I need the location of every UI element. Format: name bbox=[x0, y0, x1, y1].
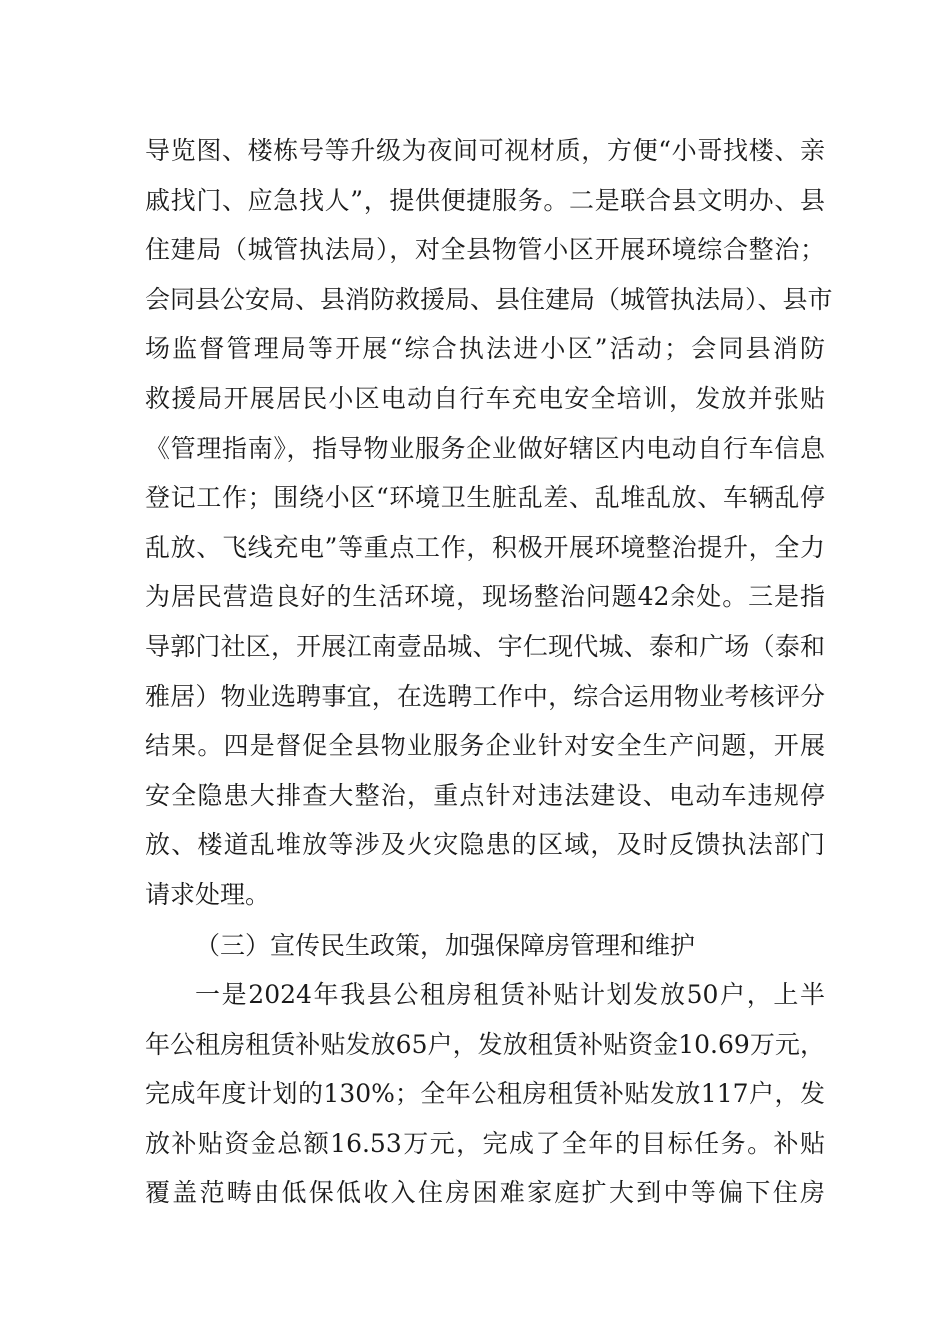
text-line: 覆盖范畴由低保低收入住房困难家庭扩大到中等偏下住房 bbox=[145, 1178, 825, 1208]
text-line: 放补贴资金总额16.53万元，完成了全年的目标任务。补贴 bbox=[145, 1128, 825, 1158]
text-line: 《管理指南》，指导物业服务企业做好辖区内电动自行车信息 bbox=[145, 433, 825, 463]
section-heading: （三）宣传民生政策，加强保障房管理和维护 bbox=[195, 931, 696, 960]
text-line: 救援局开展居民小区电动自行车充电安全培训，发放并张贴 bbox=[145, 384, 825, 413]
text-line: 导览图、楼栋号等升级为夜间可视材质，方便“小哥找楼、亲 bbox=[145, 136, 825, 165]
text-line: 请求处理。 bbox=[145, 880, 271, 909]
text-line: 完成年度计划的130%；全年公租房租赁补贴发放117户，发 bbox=[145, 1079, 825, 1109]
text-line: 戚找门、应急找人”，提供便捷服务。二是联合县文明办、县 bbox=[145, 185, 825, 215]
text-line: 结果。四是督促全县物业服务企业针对安全生产问题，开展 bbox=[145, 731, 825, 761]
text-line: 为居民营造良好的生活环境，现场整治问题42余处。三是指 bbox=[145, 582, 825, 612]
text-line: 一是2024年我县公租房租赁补贴计划发放50户，上半 bbox=[195, 980, 825, 1009]
text-line: 雅居）物业选聘事宜，在选聘工作中，综合运用物业考核评分 bbox=[145, 681, 825, 711]
text-line: 安全隐患大排查大整治，重点针对违法建设、电动车违规停 bbox=[145, 780, 825, 810]
text-line: 登记工作；围绕小区“环境卫生脏乱差、乱堆乱放、车辆乱停 bbox=[145, 483, 825, 513]
text-line: 放、楼道乱堆放等涉及火灾隐患的区域，及时反馈执法部门 bbox=[145, 830, 825, 860]
text-line: 导郭门社区，开展江南壹品城、宇仁现代城、泰和广场（泰和 bbox=[145, 632, 825, 661]
text-line: 住建局（城管执法局），对全县物管小区开展环境综合整治； bbox=[145, 235, 825, 265]
text-line: 会同县公安局、县消防救援局、县住建局（城管执法局）、县市 bbox=[145, 284, 833, 314]
text-line: 乱放、飞线充电”等重点工作，积极开展环境整治提升，全力 bbox=[145, 532, 825, 562]
text-line: 年公租房租赁补贴发放65户，发放租赁补贴资金10.69万元， bbox=[145, 1029, 825, 1059]
text-line: 场监督管理局等开展“综合执法进小区”活动；会同县消防 bbox=[145, 334, 825, 364]
